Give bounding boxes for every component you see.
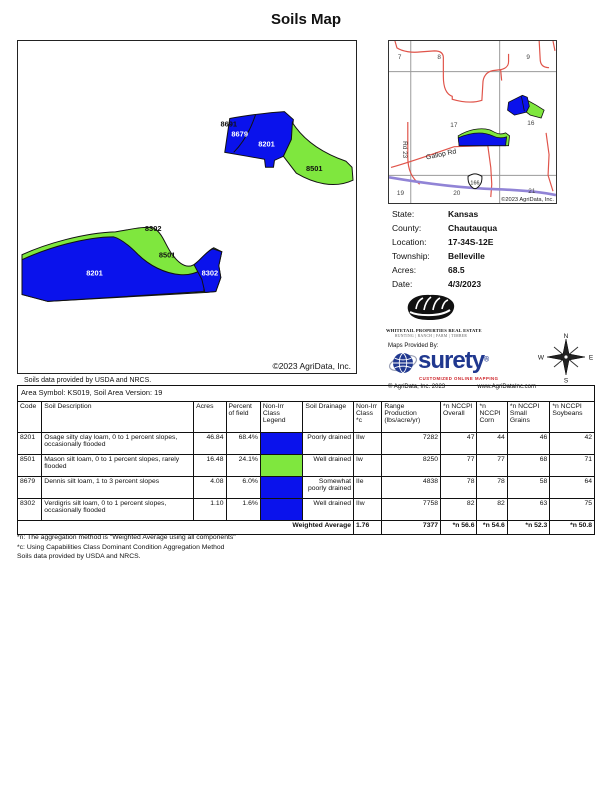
info-value: Chautauqua	[448, 223, 498, 233]
compass-rose	[537, 330, 595, 389]
cell-acres: 4.08	[194, 477, 226, 499]
cell-class: IIw	[354, 433, 382, 455]
cell-description: Dennis silt loam, 1 to 3 percent slopes	[42, 477, 194, 499]
cell-nccpi-small-grains: 46	[507, 433, 550, 455]
area-symbol: Area Symbol: KS019, Soil Area Version: 19	[18, 386, 595, 402]
soils-table-container	[17, 385, 595, 535]
cell-nccpi-small-grains: 68	[507, 455, 550, 477]
cell-nccpi-soybeans: 71	[550, 455, 595, 477]
info-value: 68.5	[448, 265, 465, 275]
cell-legend-swatch	[260, 499, 303, 521]
col-header-code: Code	[18, 402, 42, 433]
cell-percent: 6.0%	[226, 477, 260, 499]
col-header-acres: Acres	[194, 402, 226, 433]
cell-code: 8201	[18, 433, 42, 455]
map-label: 8679	[231, 129, 248, 139]
section-number: 20	[453, 190, 461, 198]
footnotes	[17, 533, 236, 562]
cell-percent: 24.1%	[226, 455, 260, 477]
whitetail-name: WHITETAIL PROPERTIES REAL ESTATE	[386, 328, 482, 333]
cell-range-production: 7282	[382, 433, 441, 455]
cell-nccpi-corn: 44	[477, 433, 507, 455]
locator-copyright: ©2023 AgriData, Inc.	[501, 197, 554, 203]
table-header-row	[18, 402, 595, 433]
cell-nccpi-small-grains: 58	[507, 477, 550, 499]
info-row	[392, 263, 497, 277]
info-value: 4/3/2023	[448, 279, 482, 289]
footnote-capability-class: *c: Using Capabilities Class Dominant Condition Aggregation Method	[17, 543, 225, 551]
surety-tagline: CUSTOMIZED ONLINE MAPPING	[419, 376, 499, 381]
table-row	[18, 499, 595, 521]
surety-logo-block	[388, 343, 538, 390]
cell-drainage: Somewhat poorly drained	[303, 477, 354, 499]
col-header-nccpi-small-grains: *n NCCPI Small Grains	[507, 402, 550, 433]
cell-range-production: 8250	[382, 455, 441, 477]
soils-table	[17, 385, 595, 535]
cell-code: 8501	[18, 455, 42, 477]
wa-nccpi-overall: *n 56.6	[441, 521, 477, 535]
cell-drainage: Well drained	[303, 455, 354, 477]
cell-nccpi-corn: 78	[477, 477, 507, 499]
wa-nccpi-soybeans: *n 50.8	[550, 521, 595, 535]
weighted-average-label: Weighted Average	[18, 521, 354, 535]
compass-n: N	[563, 333, 569, 340]
info-label: Acres:	[392, 265, 417, 275]
col-header-nccpi-soybeans: *n NCCPI Soybeans	[550, 402, 595, 433]
cell-drainage: Well drained	[303, 499, 354, 521]
surety-word: surety	[418, 347, 485, 374]
cell-class: Iw	[354, 455, 382, 477]
cell-percent: 1.6%	[226, 499, 260, 521]
col-header-nccpi-overall: *n NCCPI Overall	[441, 402, 477, 433]
cell-description: Mason silt loam, 0 to 1 percent slopes, rarely flooded	[42, 455, 194, 477]
soils-map-canvas	[18, 41, 356, 373]
col-header-class: Non-Irr Class *c	[354, 402, 382, 433]
road-label-gallop: Gallop Rd	[425, 148, 458, 162]
cell-acres: 16.48	[194, 455, 226, 477]
parcel-info-block	[392, 207, 497, 291]
cell-nccpi-overall: 77	[441, 455, 477, 477]
info-value: 17-34S-12E	[448, 237, 494, 247]
wa-nccpi-small-grains: *n 52.3	[507, 521, 550, 535]
cell-nccpi-corn: 77	[477, 455, 507, 477]
section-number: 8	[437, 53, 442, 61]
compass-rose-icon	[537, 330, 595, 384]
cell-legend-swatch	[260, 433, 303, 455]
section-number: 16	[527, 119, 535, 127]
maps-provided-by-label: Maps Provided By:	[388, 343, 439, 349]
info-row	[392, 277, 497, 291]
col-header-description: Soil Description	[42, 402, 194, 433]
compass-e: E	[588, 354, 594, 362]
info-value: Kansas	[448, 209, 479, 219]
info-label: Township:	[392, 251, 430, 261]
section-number: 19	[396, 190, 405, 198]
map-label: 8501	[305, 164, 323, 174]
cell-code: 8679	[18, 477, 42, 499]
cell-nccpi-soybeans: 75	[550, 499, 595, 521]
surety-copyright: © AgriData, Inc. 2023	[388, 384, 446, 390]
soil-polygon-8501-upper	[283, 123, 353, 185]
cell-nccpi-small-grains: 63	[507, 499, 550, 521]
col-header-nccpi-corn: *n NCCPI Corn	[477, 402, 507, 433]
surety-logo-row	[388, 347, 538, 376]
col-header-range-production: Range Production (lbs/acre/yr)	[382, 402, 441, 433]
cell-code: 8302	[18, 499, 42, 521]
table-row	[18, 455, 595, 477]
shield-number: 166	[470, 180, 480, 187]
cell-drainage: Poorly drained	[303, 433, 354, 455]
page-title: Soils Map	[270, 11, 341, 28]
lower-field-polygons	[22, 224, 222, 302]
cell-range-production: 7758	[382, 499, 441, 521]
map-label: 8501	[158, 250, 176, 260]
table-row	[18, 433, 595, 455]
section-number: 7	[397, 53, 402, 61]
wa-class: 1.76	[354, 521, 382, 535]
map-label: 8302	[144, 223, 162, 233]
surety-wordmark	[418, 347, 490, 374]
surety-globe-icon	[388, 350, 418, 376]
wa-nccpi-corn: *n 54.6	[477, 521, 507, 535]
col-header-percent: Percent of field	[226, 402, 260, 433]
cell-percent: 68.4%	[226, 433, 260, 455]
registered-mark: ®	[484, 356, 490, 364]
section-number: 21	[528, 188, 536, 196]
info-label: Location:	[392, 237, 427, 247]
surety-website: www.AgriDataInc.com	[477, 384, 536, 390]
footnote-soils-data: Soils data provided by USDA and NRCS.	[17, 553, 141, 560]
cell-nccpi-overall: 47	[441, 433, 477, 455]
main-soils-map	[17, 40, 357, 374]
cell-acres: 46.84	[194, 433, 226, 455]
info-label: Date:	[392, 279, 413, 289]
map-label: 8691	[220, 119, 238, 129]
info-row	[392, 207, 497, 221]
cell-range-production: 4838	[382, 477, 441, 499]
footnote-aggregation: *n: The aggregation method is "Weighted Average using all components"	[17, 534, 236, 541]
cell-nccpi-soybeans: 64	[550, 477, 595, 499]
whitetail-antler-icon	[402, 292, 460, 322]
locator-map	[388, 40, 557, 204]
cell-legend-swatch	[260, 455, 303, 477]
whitetail-tagline: HUNTING | RANCH | FARM | TIMBER	[394, 334, 468, 338]
col-header-drainage: Soil Drainage	[303, 402, 354, 433]
info-row	[392, 235, 497, 249]
area-symbol-row	[18, 386, 595, 402]
road-label-rd23: Rd 23	[400, 141, 408, 159]
cell-nccpi-corn: 82	[477, 499, 507, 521]
cell-nccpi-overall: 82	[441, 499, 477, 521]
wa-range-production: 7377	[382, 521, 441, 535]
compass-w: W	[537, 354, 545, 362]
info-label: County:	[392, 223, 422, 233]
info-row	[392, 221, 497, 235]
cell-description: Verdigris silt loam, 0 to 1 percent slopes, occasionally flooded	[42, 499, 194, 521]
table-row	[18, 477, 595, 499]
upper-field-polygons	[220, 112, 353, 185]
map-label: 8201	[258, 139, 275, 149]
locator-parcel-blue-upper	[508, 95, 530, 115]
cell-legend-swatch	[260, 477, 303, 499]
section-number: 17	[450, 121, 458, 129]
cell-acres: 1.10	[194, 499, 226, 521]
cell-class: IIe	[354, 477, 382, 499]
compass-s: S	[563, 377, 569, 384]
cell-nccpi-overall: 78	[441, 477, 477, 499]
soils-data-note: Soils data provided by USDA and NRCS.	[24, 377, 152, 384]
cell-nccpi-soybeans: 42	[550, 433, 595, 455]
highway-shield-166	[468, 174, 482, 189]
locator-parcel-green-upper	[526, 100, 544, 118]
locator-map-canvas	[389, 41, 556, 203]
map-label: 8201	[86, 268, 103, 278]
cell-description: Osage silty clay loam, 0 to 1 percent slopes, occasionally flooded	[42, 433, 194, 455]
section-number: 9	[526, 53, 530, 61]
cell-class: IIw	[354, 499, 382, 521]
whitetail-logo-block	[386, 292, 482, 338]
map-label: 8302	[201, 268, 219, 278]
info-value: Belleville	[448, 251, 485, 261]
col-header-legend: Non-Irr Class Legend	[260, 402, 303, 433]
map-copyright: ©2023 AgriData, Inc.	[272, 361, 351, 371]
info-label: State:	[392, 209, 415, 219]
info-row	[392, 249, 497, 263]
